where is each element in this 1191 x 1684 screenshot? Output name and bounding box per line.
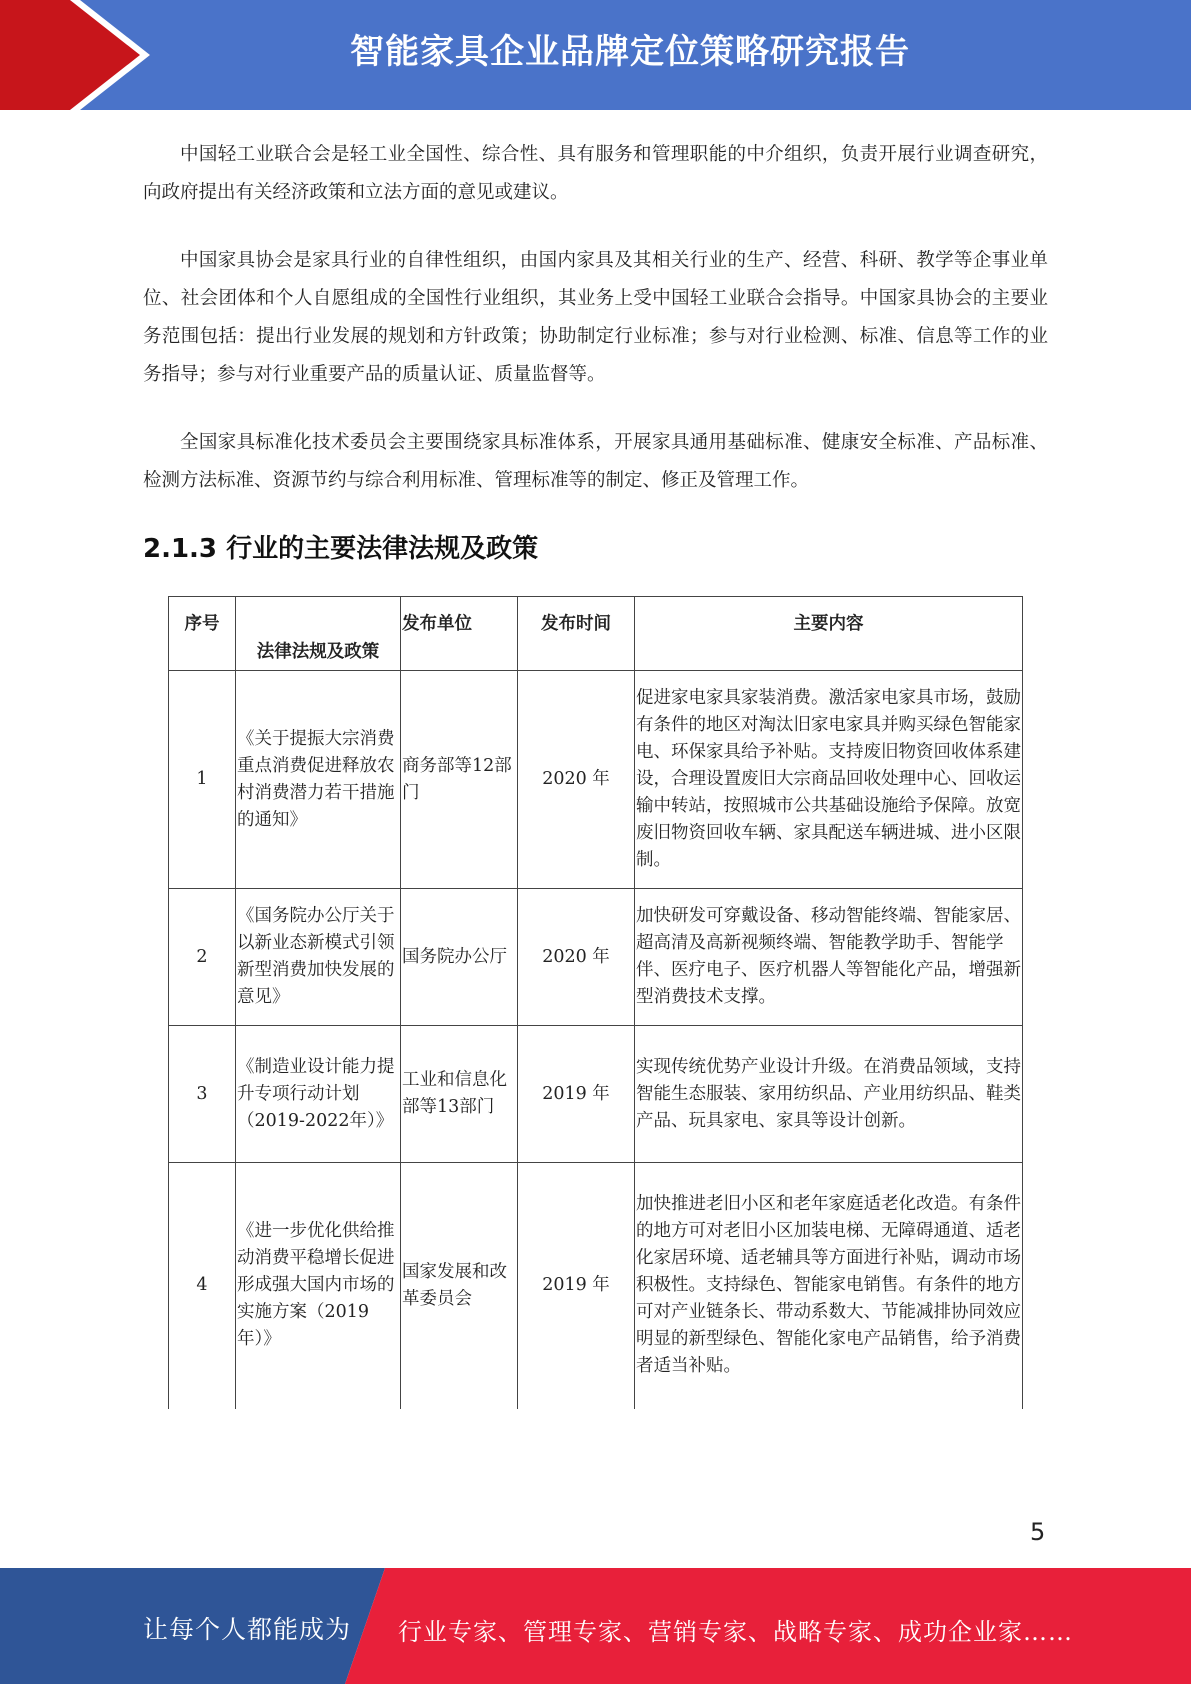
row-no: 2 [169,889,236,1026]
row-issuer: 国务院办公厅 [401,889,518,1026]
footer-slogan-left: 让每个人都能成为 [143,1615,352,1644]
row-issuer: 商务部等12部门 [401,671,518,889]
table-row [169,889,1023,1026]
table-row [169,1163,1023,1409]
page-header [0,0,1191,110]
row-policy: 《进一步优化供给推动消费平稳增长促进形成强大国内市场的实施方案（2019年）》 [236,1163,401,1409]
row-no: 1 [169,671,236,889]
row-issuer: 国家发展和改革委员会 [401,1163,518,1409]
header-issuer: 发布单位 [401,597,518,671]
row-policy: 《国务院办公厅关于以新业态新模式引领新型消费加快发展的意见》 [236,889,401,1026]
paragraph: 中国家具协会是家具行业的自律性组织，由国内家具及其相关行业的生产、经营、科研、教学等企事业单位、社会团体和个人自愿组成的全国性行业组织，其业务上受中国轻工业联合会指导。中国家具协会的主要业务范围包括：提出行业发展的规划和方针政策；协助制定行业标准；参与对行业检测、标准、信息等工作的业务指导；参与对行业重要产品的质量认证、质量监督等。 [143,250,1048,385]
header-date: 发布时间 [518,597,635,671]
row-no: 3 [169,1026,236,1163]
row-date: 2019 年 [518,1163,635,1409]
header-policy: 法律法规及政策 [236,597,401,671]
row-date: 2019 年 [518,1026,635,1163]
row-content: 加快研发可穿戴设备、移动智能终端、智能家居、超高清及高新视频终端、智能教学助手、智能学伴、医疗电子、医疗机器人等智能化产品，增强新型消费技术支撑。 [635,889,1023,1026]
table-header-row [169,597,1023,671]
paragraph: 中国轻工业联合会是轻工业全国性、综合性、具有服务和管理职能的中介组织，负责开展行业调查研究，向政府提出有关经济政策和立法方面的意见或建议。 [143,144,1048,203]
page-number: 5 [1030,1518,1046,1546]
paragraph: 全国家具标准化技术委员会主要围绕家具标准体系，开展家具通用基础标准、健康安全标准、产品标准、检测方法标准、资源节约与综合利用标准、管理标准等的制定、修正及管理工作。 [143,432,1048,491]
policy-table [168,596,1023,1409]
header-no: 序号 [169,597,236,671]
row-date: 2020 年 [518,889,635,1026]
row-content: 加快推进老旧小区和老年家庭适老化改造。有条件的地方可对老旧小区加装电梯、无障碍通道、适老化家居环境、适老辅具等方面进行补贴，调动市场积极性。支持绿色、智能家电销售。有条件的地方可对产业链条长、带动系数大、节能减排协同效应明显的新型绿色、智能化家电产品销售，给予消费者适当补贴。 [635,1163,1023,1409]
row-content: 促进家电家具家装消费。激活家电家具市场，鼓励有条件的地区对淘汰旧家电家具并购买绿色智能家电、环保家具给予补贴。支持废旧物资回收体系建设，合理设置废旧大宗商品回收处理中心、回收运输中转站，按照城市公共基础设施给予保障。放宽废旧物资回收车辆、家具配送车辆进城、进小区限制。 [635,671,1023,889]
row-no: 4 [169,1163,236,1409]
table-row [169,1026,1023,1163]
section-heading: 2.1.3 行业的主要法律法规及政策 [143,534,539,564]
header-content: 主要内容 [635,597,1023,671]
footer-slogan-right: 行业专家、管理专家、营销专家、战略专家、成功企业家…… [398,1618,1073,1646]
report-title: 智能家具企业品牌定位策略研究报告 [350,32,910,72]
row-date: 2020 年 [518,671,635,889]
table-row [169,671,1023,889]
row-issuer: 工业和信息化部等13部门 [401,1026,518,1163]
body-text [143,136,1048,530]
row-policy: 《关于提振大宗消费重点消费促进释放农村消费潜力若干措施的通知》 [236,671,401,889]
row-policy: 《制造业设计能力提升专项行动计划（2019-2022年）》 [236,1026,401,1163]
row-content: 实现传统优势产业设计升级。在消费品领域，支持智能生态服装、家用纺织品、产业用纺织品、鞋类产品、玩具家电、家具等设计创新。 [635,1026,1023,1163]
